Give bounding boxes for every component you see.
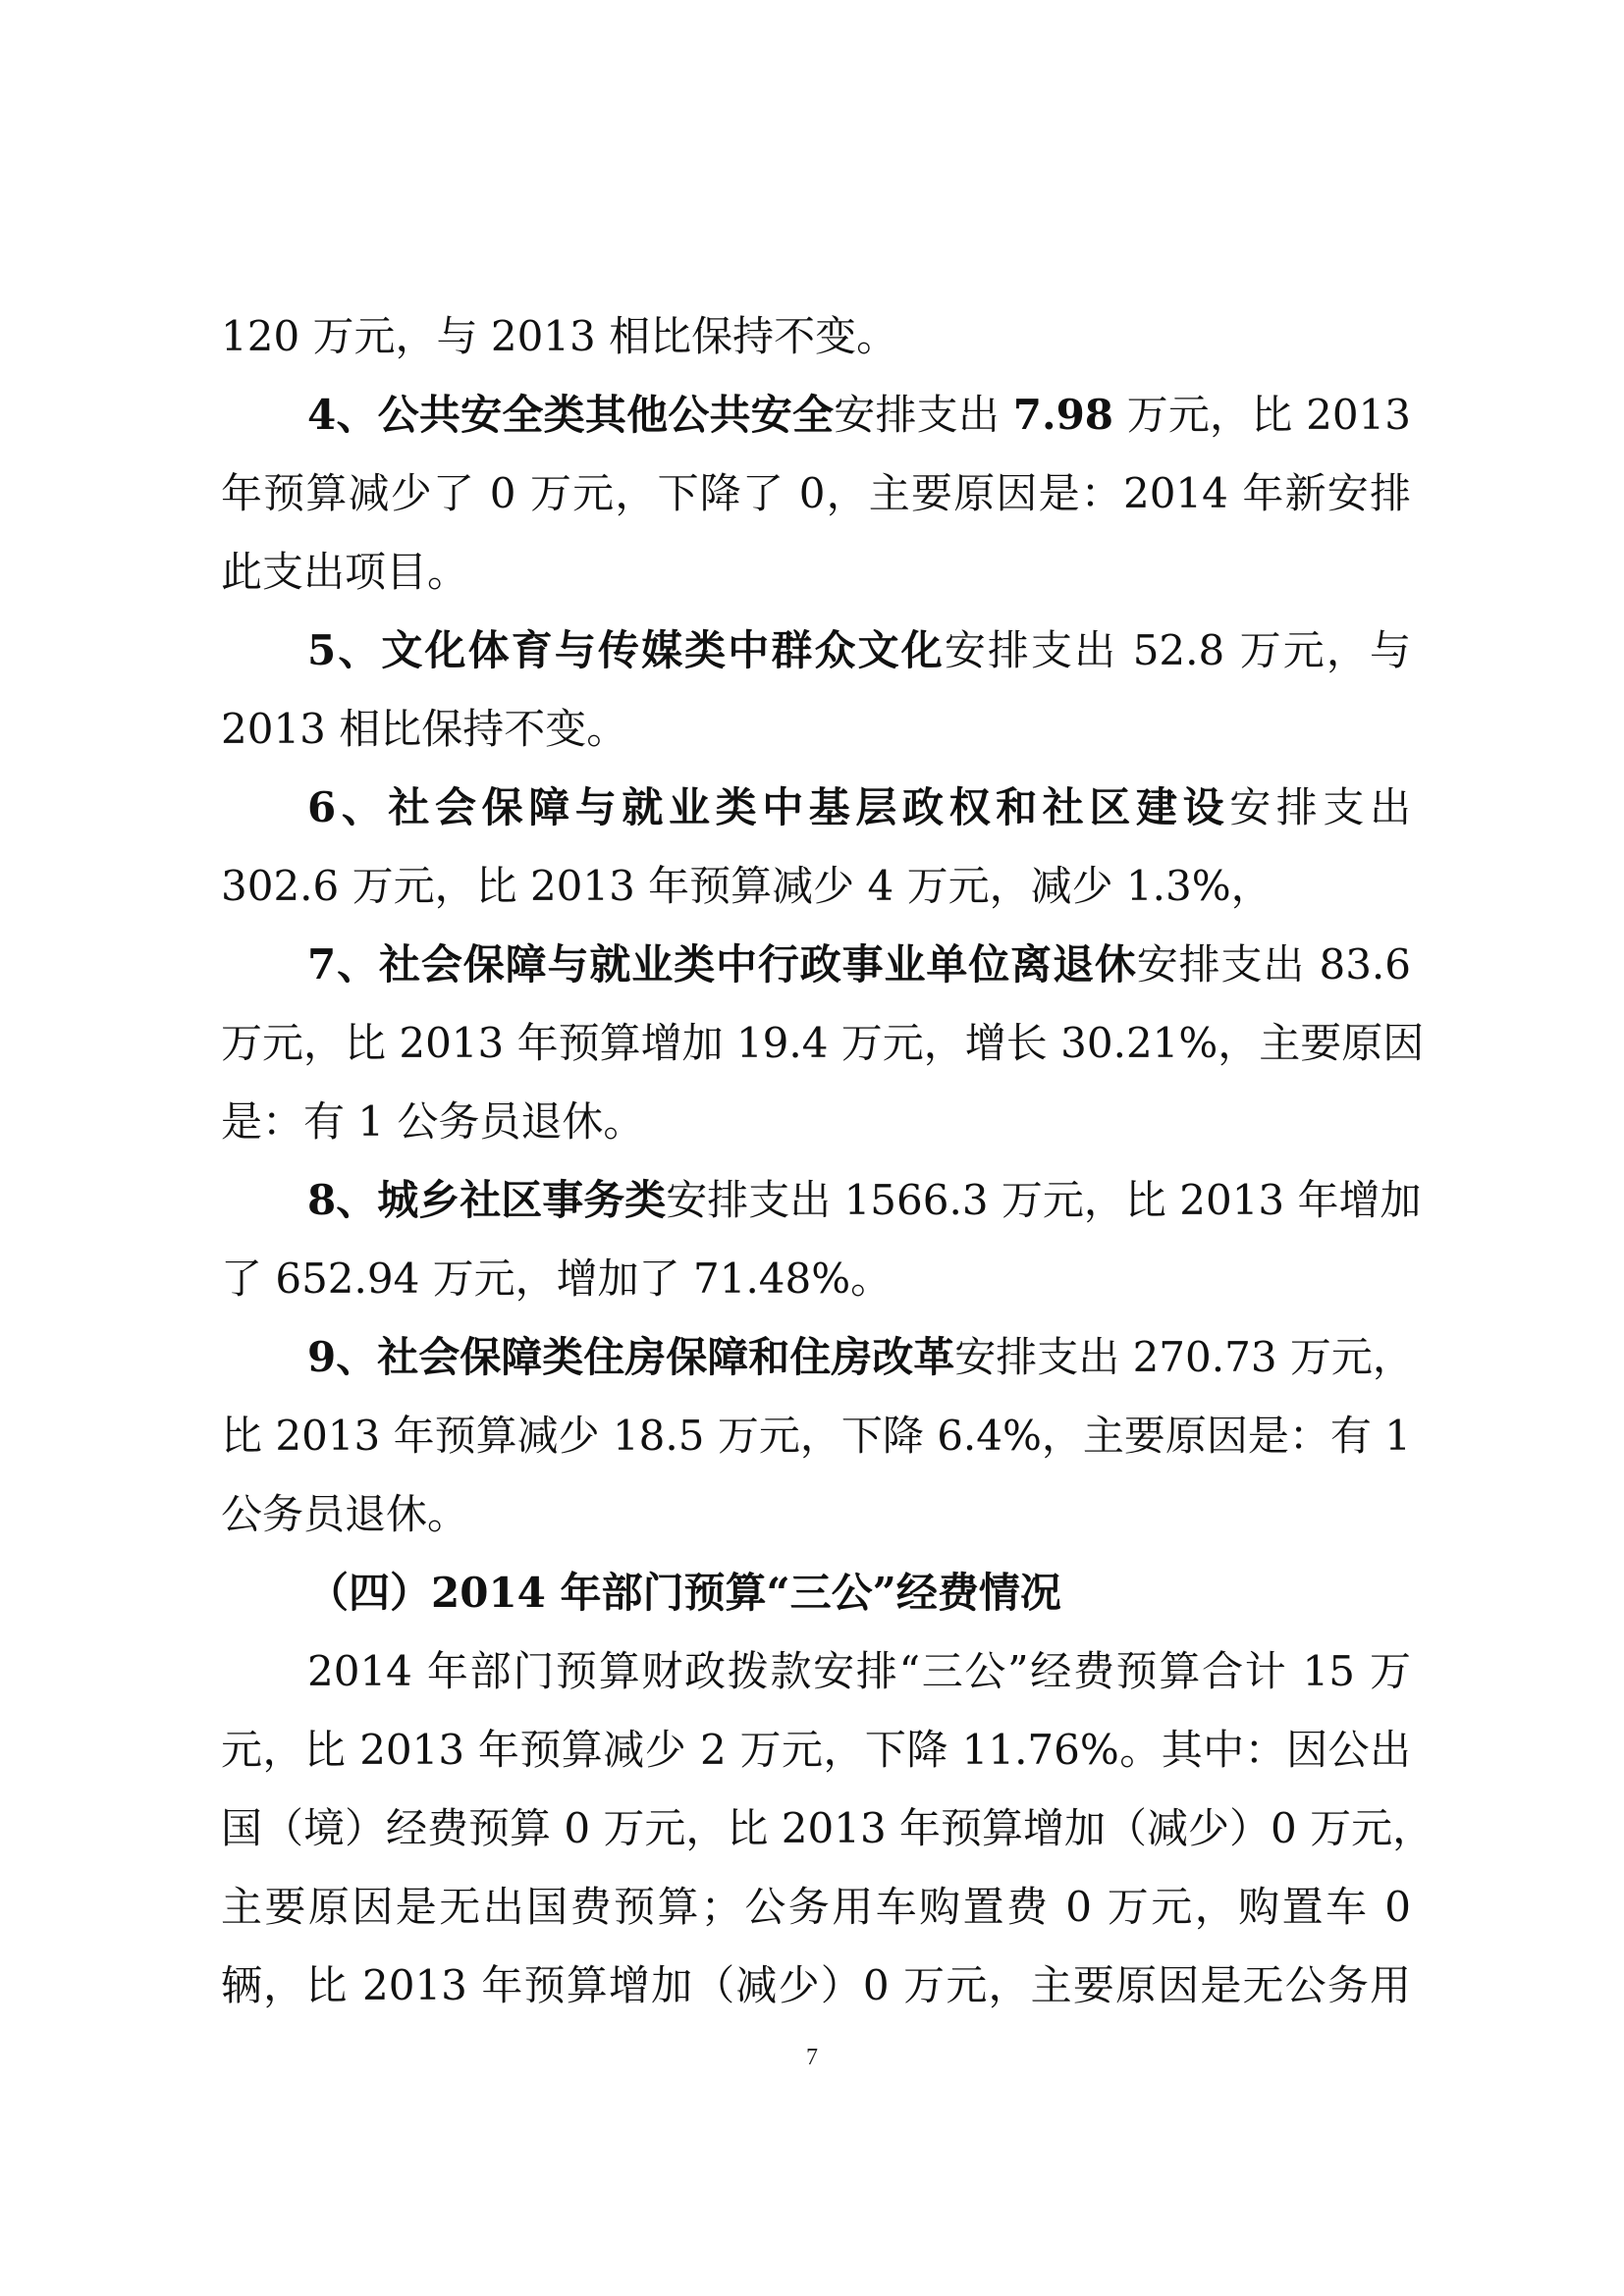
item-heading: 4、公共安全类其他公共安全 <box>307 391 835 439</box>
text-line <box>221 1789 1435 1868</box>
text-segment: 2014 年部门预算财政拨款安排“三公”经费预算合计 15 万 <box>307 1647 1411 1695</box>
text-line <box>221 1868 1411 1947</box>
text-segment: 120 万元，与 2013 相比保持不变。 <box>221 312 898 360</box>
text-line <box>221 847 1411 926</box>
text-segment: 国（境）经费预算 0 万元，比 2013 年预算增加（减少）0 万元， <box>221 1804 1435 1852</box>
item-heading: 9、社会保障类住房保障和住房改革 <box>307 1333 955 1381</box>
text-line <box>221 1083 1411 1161</box>
text-segment: 辆，比 2013 年预算增加（减少）0 万元，主要原因是无公务用 <box>221 1961 1411 2009</box>
text-line <box>221 1397 1411 1475</box>
text-segment: 安排支出 <box>834 391 1013 439</box>
text-line <box>221 926 1411 1004</box>
text-segment: 元，比 2013 年预算减少 2 万元，下降 11.76%。其中：因公出 <box>221 1726 1411 1774</box>
text-line <box>221 769 1411 847</box>
text-segment: 公务员退休。 <box>221 1490 469 1538</box>
text-segment: 了 652.94 万元，增加了 71.48%。 <box>221 1255 893 1303</box>
item-heading: 6、社会保障与就业类中基层政权和社区建设 <box>307 783 1230 831</box>
section-heading-line <box>221 1554 1411 1632</box>
text-segment: 万元，比 2013 <box>1113 391 1411 439</box>
text-segment: 万元，比 2013 年预算增加 19.4 万元，增长 30.21%，主要原因 <box>221 1019 1425 1067</box>
text-segment: 是：有 1 公务员退休。 <box>221 1097 645 1146</box>
text-line <box>221 454 1411 533</box>
page-body <box>221 297 1435 2025</box>
item-heading: 8、城乡社区事务类 <box>307 1176 667 1224</box>
text-segment: 安排支出 270.73 万元， <box>954 1333 1414 1381</box>
text-segment: 安排支出 52.8 万元，与 <box>944 626 1412 674</box>
text-line <box>221 297 1411 376</box>
page-number: 7 <box>806 2045 818 2070</box>
text-line <box>221 533 1411 612</box>
text-line <box>221 690 1411 769</box>
text-segment: 主要原因是无出国费预算；公务用车购置费 0 万元，购置车 0 <box>221 1883 1411 1931</box>
item-heading: 7、社会保障与就业类中行政事业单位离退休 <box>307 940 1137 988</box>
text-line <box>221 1947 1411 2025</box>
bold-value: 7.98 <box>1012 391 1114 439</box>
text-line <box>221 1004 1425 1083</box>
text-segment: 安排支出 <box>1229 783 1411 831</box>
text-segment: 比 2013 年预算减少 18.5 万元，下降 6.4%，主要原因是：有 1 <box>221 1412 1411 1460</box>
section-heading: （四）2014 年部门预算“三公”经费情况 <box>307 1569 1061 1617</box>
text-line <box>221 1318 1414 1397</box>
text-segment: 302.6 万元，比 2013 年预算减少 4 万元，减少 1.3%， <box>221 862 1272 910</box>
text-segment: 2013 相比保持不变。 <box>221 705 628 753</box>
text-line <box>221 612 1411 690</box>
text-segment: 安排支出 1566.3 万元，比 2013 年增加 <box>666 1176 1422 1224</box>
text-line <box>221 376 1411 454</box>
text-segment: 年预算减少了 0 万元，下降了 0，主要原因是：2014 年新安排 <box>221 469 1411 517</box>
text-line <box>221 1161 1422 1240</box>
text-line <box>221 1240 1411 1318</box>
text-line <box>221 1475 1411 1554</box>
text-segment: 此支出项目。 <box>221 548 469 596</box>
text-segment: 安排支出 83.6 <box>1136 940 1411 988</box>
text-line <box>221 1632 1411 1711</box>
text-line <box>221 1711 1411 1789</box>
item-heading: 5、文化体育与传媒类中群众文化 <box>307 626 945 674</box>
